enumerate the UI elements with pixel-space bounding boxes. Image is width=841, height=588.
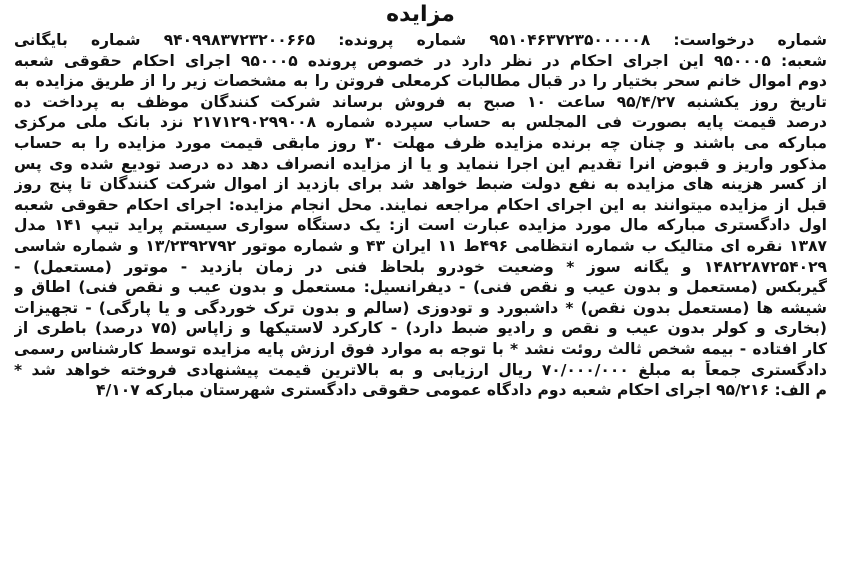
notice-line: ۱۴۸۲۲۸۷۲۵۴۰۲۹ و یگانه سوز * وضعیت خودرو بلحاظ فنی در زمان بازدید - موتور (مستعمل) -	[14, 257, 827, 276]
notice-line: کار افتاده - بیمه شخص ثالث روئت نشد * با توجه به موارد فوق ارزش پایه مزایده توسط کارشناس رسمی	[14, 339, 827, 358]
notice-line: (بخاری و کولر بدون عیب و نقص و رادیو ضبط دارد) - کارکرد لاستیکها و زاپاس (۷۵ درصد) باطری از	[14, 319, 827, 338]
notice-line: تاریخ روز یکشنبه ۹۵/۴/۲۷ ساعت ۱۰ صبح به فروش برساند شرکت کنندگان موظف به پرداخت ده	[14, 92, 827, 111]
notice-line: مبارکه می باشند و چنان چه برنده مزایده ظرف مهلت ۳۰ روز مابقی قیمت مورد مزایده را به حساب	[14, 133, 827, 152]
notice-line: شیشه ها (مستعمل بدون نقص) * داشبورد و تودوزی (سالم و بدون ترک خوردگی و یا پارگی) - تجهیزات	[14, 298, 827, 317]
notice-body	[14, 30, 827, 401]
notice-title: مزایده	[386, 2, 455, 27]
notice-line: مذکور واریز و قبوض انرا تقدیم این اجرا ننماید و یا از مزایده انصراف دهد ده درصد تودیع شده وی پس	[14, 154, 827, 173]
notice-line: از کسر هزینه های مزایده به نفع دولت ضبط خواهد شد برای بازدید از اموال شرکت کنندگان تا پنج روز	[14, 175, 827, 194]
notice-line: شماره درخواست: ۹۵۱۰۴۶۳۷۲۳۵۰۰۰۰۰۸ شماره پرونده: ۹۴۰۹۹۸۳۷۲۳۲۰۰۶۶۵ شماره بایگانی	[14, 31, 827, 49]
notice-line: قبل از مزایده میتوانند به این اجرای احکام مراجعه نمایند. محل انجام مزایده: اجرای احکام حقوقی شعبه	[14, 195, 827, 214]
notice-line: درصد قیمت پایه بصورت فی المجلس به حساب سپرده شماره ۲۱۷۱۲۹۰۲۹۹۰۰۸ نزد بانک ملی مرکزی	[14, 113, 827, 132]
notice-line: دوم اموال خانم سحر بختیار را در قبال مطالبات کرمعلی فروتن را به مشخصات زیر را از طریق مزایده به	[14, 72, 827, 91]
notice-line: اول دادگستری مبارکه مال مورد مزایده عبارت است از: یک دستگاه سواری سیستم پراید تیپ ۱۴۱ مدل	[14, 216, 827, 235]
notice-line: شعبه: ۹۵۰۰۰۵ این اجرای احکام در نظر دارد در خصوص پرونده ۹۵۰۰۰۵ اجرای احکام حقوقی شعبه	[14, 51, 827, 70]
notice-line: م الف: ۹۵/۲۱۶ اجرای احکام شعبه دوم دادگاه عمومی حقوقی دادگستری شهرستان مبارکه ۴/۱۰۷	[96, 381, 827, 400]
notice-line: گیربکس (مستعمل و بدون عیب و نقص فنی) - دیفرانسیل: مستعمل و بدون عیب و نقص فنی) اطاق و	[14, 278, 827, 297]
notice-line: ۱۳۸۷ نقره ای متالیک ب شماره انتظامی ۴۹۶ط ۱۱ ایران ۴۳ و شماره موتور ۱۳/۲۳۹۲۷۹۲ و شماره شاسی	[14, 236, 827, 255]
notice-line: دادگستری جمعاً به مبلغ ۷۰/۰۰۰/۰۰۰ ریال ارزیابی و به بالاترین قیمت پیشنهادی فروخته خواهد شد *	[14, 360, 827, 379]
